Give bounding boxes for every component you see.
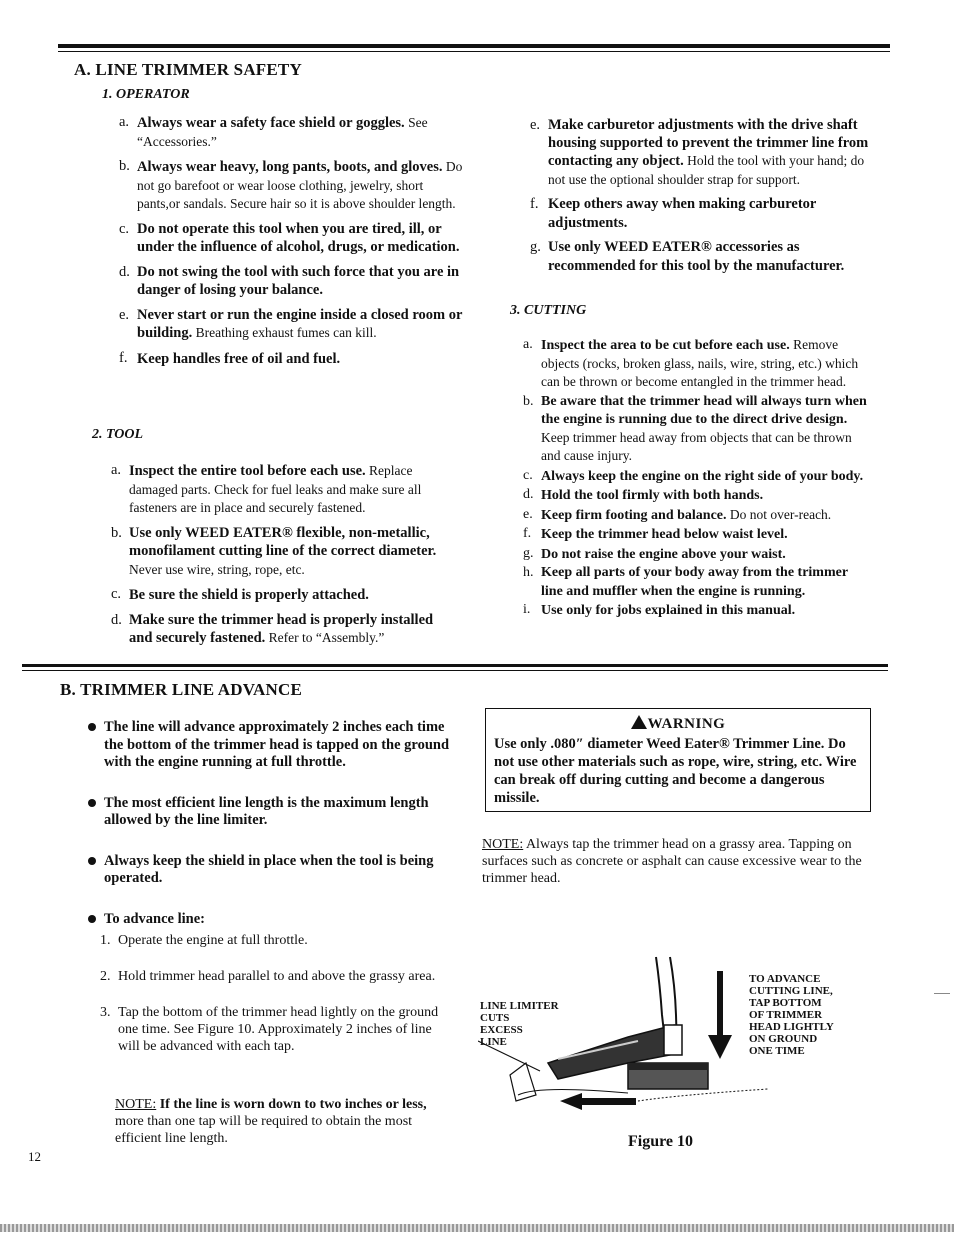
bullet-text: The line will advance approximately 2 inches each time the bottom of the trimmer head is tapped on the ground with the engine running at full throttle.: [104, 719, 450, 770]
figure-label-line: TO ADVANCE: [749, 973, 821, 985]
operator-heading: 1. OPERATOR: [102, 87, 190, 102]
bullet-text: The most efficient line length is the maximum length allowed by the line limiter.: [104, 794, 429, 828]
item-bold: Keep firm footing and balance.: [541, 507, 727, 523]
warning-box: [485, 708, 871, 812]
warning-title: [494, 715, 862, 733]
tool-list: [111, 462, 456, 655]
note-worn-line: [115, 1096, 450, 1147]
item-letter: c.: [111, 586, 122, 602]
list-item: [119, 220, 464, 257]
item-text: Keep trimmer head away from objects that can be thrown and cause injury.: [541, 429, 852, 463]
bullet-icon: [88, 857, 96, 865]
item-bold: Do not operate this tool when you are tired, ill, or under the influence of alcohol, drugs, or medication.: [137, 220, 460, 255]
list-item: [119, 306, 464, 343]
item-bold: Do not raise the engine above your waist.: [541, 546, 786, 562]
item-letter: i.: [523, 602, 531, 617]
list-item: [119, 263, 464, 300]
item-letter: d.: [111, 611, 122, 628]
bullet-icon: [88, 799, 96, 807]
item-letter: d.: [523, 487, 534, 502]
list-item: [523, 486, 871, 505]
step-text: Tap the bottom of the trimmer head lightly on the ground one time. See Figure 10. Approximately 2 inches of line will be advanced with each tap.: [118, 1005, 439, 1054]
item-bold: Always wear a safety face shield or goggles.: [137, 115, 405, 131]
item-text: Do not over-reach.: [726, 506, 832, 522]
item-letter: d.: [119, 263, 130, 280]
list-item: [530, 196, 870, 232]
item-bold: Always wear heavy, long pants, boots, and gloves.: [137, 159, 443, 175]
figure-label-line: HEAD LIGHTLY: [749, 1021, 834, 1033]
item-bold: Always keep the engine on the right side of your body.: [541, 468, 864, 484]
note-text: Always tap the trimmer head on a grassy area. Tapping on surfaces such as concrete or asphalt can cause excessive wear to the trimmer head.: [482, 837, 862, 886]
list-item: [119, 349, 464, 369]
engine-list: [530, 117, 870, 282]
item-letter: g.: [523, 545, 534, 561]
list-item: [523, 525, 871, 544]
list-item: [104, 719, 452, 772]
figure-label-limiter: [480, 1000, 559, 1048]
list-item: [523, 393, 871, 466]
step-text: Operate the engine at full throttle.: [118, 933, 308, 948]
item-text: Never use wire, string, rope, etc.: [129, 561, 305, 577]
item-bold: Inspect the area to be cut before each use.: [541, 338, 790, 353]
note-tapping: [482, 836, 872, 887]
item-letter: a.: [111, 462, 122, 478]
figure-label-line: ON GROUND: [749, 1033, 818, 1045]
item-bold: Keep others away when making carburetor adjustments.: [548, 196, 817, 231]
item-text: Replace damaged parts. Check for fuel leaks and make sure all fasteners are in place and securely fastened.: [129, 463, 422, 515]
advance-steps: [100, 932, 448, 1074]
step-number: 3.: [100, 1005, 111, 1020]
section-rule: [22, 664, 888, 667]
item-letter: f.: [530, 196, 539, 212]
warning-title-text: WARNING: [647, 716, 726, 732]
figure-label-line: CUTS: [480, 1012, 510, 1024]
item-letter: b.: [523, 393, 534, 409]
advance-bullets: [104, 719, 452, 951]
item-bold: Keep the trimmer head below waist level.: [541, 527, 788, 542]
item-bold: Be aware that the trimmer head will always turn when the engine is running due to the direct drive design.: [541, 393, 867, 427]
figure-label-line: ONE TIME: [749, 1045, 805, 1057]
figure-label-line: LINE LIMITER: [480, 1000, 559, 1012]
item-letter: a.: [523, 337, 533, 352]
item-text: Do not go barefoot or wear loose clothing, jewelry, short pants,or sandals. Secure hair so it is above shoulder length.: [137, 159, 463, 211]
bullet-icon: [88, 723, 96, 731]
item-text: See “Accessories.”: [137, 115, 428, 149]
list-item: [523, 564, 871, 600]
item-bold: Use only WEED EATER® flexible, non-metallic, monofilament cutting line of the correct diameter.: [129, 524, 437, 559]
bullet-text: Always keep the shield in place when the tool is being operated.: [104, 852, 434, 886]
item-letter: c.: [523, 467, 533, 483]
item-letter: b.: [119, 158, 130, 174]
item-bold: Hold the tool firmly with both hands.: [541, 488, 764, 503]
item-letter: g.: [530, 239, 541, 255]
item-bold: Keep handles free of oil and fuel.: [137, 350, 341, 367]
item-text: Refer to “Assembly.”: [265, 630, 385, 645]
item-letter: f.: [119, 349, 128, 366]
item-letter: f.: [523, 526, 532, 541]
item-letter: a.: [119, 114, 130, 130]
figure-label-line: OF TRIMMER: [749, 1009, 823, 1021]
warning-text: Use only .080″ diameter Weed Eater® Trimmer Line. Do not use other materials such as rope, wire, string, etc. Wire can break off during cutting and become a dangerous missile.: [494, 736, 857, 806]
cutting-list: [523, 336, 871, 621]
item-bold: Keep all parts of your body away from the trimmer line and muffler when the engine is running.: [541, 565, 848, 599]
step-text: Hold trimmer head parallel to and above the grassy area.: [118, 969, 436, 984]
figure-caption: Figure 10: [628, 1133, 694, 1150]
list-item: [530, 239, 870, 275]
item-text: Breathing exhaust fumes can kill.: [192, 325, 377, 340]
item-bold: Be sure the shield is properly attached.: [129, 587, 369, 603]
figure-label-advance: [749, 973, 834, 1057]
item-letter: b.: [111, 524, 122, 541]
item-bold: Use only WEED EATER® accessories as recommended for this tool by the manufacturer.: [548, 239, 845, 274]
edge-mark: [934, 993, 950, 994]
list-item: [111, 462, 456, 518]
bullet-text: To advance line:: [104, 910, 205, 927]
step-number: 2.: [100, 969, 111, 984]
list-item: [523, 336, 871, 392]
list-item: [100, 932, 448, 949]
figure-label-line: EXCESS: [480, 1024, 523, 1036]
item-text: Hold the tool with your hand; do not use the optional shoulder strap for support.: [548, 153, 865, 187]
item-bold: Use only for jobs explained in this manual.: [541, 603, 796, 618]
item-bold: Make carburetor adjustments with the drive shaft housing supported to prevent the trimmer line from contacting any object.: [548, 117, 869, 169]
list-item: [104, 795, 452, 830]
scan-edge: [0, 1224, 954, 1232]
item-letter: e.: [523, 506, 533, 522]
cutting-heading: 3. CUTTING: [510, 303, 587, 318]
item-text: Remove objects (rocks, broken glass, nails, wire, string, etc.) which can be thrown or become entangled in the trimmer head.: [541, 337, 859, 389]
item-bold: Make sure the trimmer head is properly installed and securely fastened.: [129, 611, 434, 646]
figure-label-line: CUTTING LINE,: [749, 985, 833, 997]
item-letter: e.: [530, 117, 541, 133]
list-item: [523, 601, 871, 620]
list-item: [530, 117, 870, 189]
bullet-icon: [88, 915, 96, 923]
list-item: [100, 1004, 448, 1055]
list-item: [523, 506, 871, 525]
warning-icon: [631, 715, 647, 729]
item-bold: Never start or run the engine inside a closed room or building.: [137, 306, 463, 341]
top-rule-thin: [58, 51, 890, 52]
item-letter: e.: [119, 306, 130, 323]
figure-label-line: TAP BOTTOM: [749, 997, 822, 1009]
item-letter: c.: [119, 220, 130, 237]
list-item: [523, 545, 871, 564]
list-item: [119, 114, 464, 151]
list-item: [100, 968, 448, 985]
top-rule: [58, 44, 890, 48]
section-a-title: A. LINE TRIMMER SAFETY: [74, 60, 302, 79]
section-rule-thin: [22, 670, 888, 671]
item-bold: Inspect the entire tool before each use.: [129, 463, 366, 479]
tool-heading: 2. TOOL: [92, 427, 144, 442]
step-number: 1.: [100, 933, 111, 948]
list-item: [111, 611, 456, 648]
list-item: [104, 853, 452, 888]
section-b-title: B. TRIMMER LINE ADVANCE: [60, 680, 303, 699]
item-bold: Do not swing the tool with such force that you are in danger of losing your balance.: [137, 263, 460, 298]
figure-label-line: LINE: [480, 1036, 507, 1048]
note-bold: If the line is worn down to two inches or less,: [156, 1097, 427, 1112]
item-letter: h.: [523, 565, 534, 580]
list-item: [119, 158, 464, 214]
list-item: [111, 586, 456, 605]
note-label: NOTE:: [482, 837, 524, 852]
note-label: NOTE:: [115, 1097, 157, 1112]
operator-list: [119, 114, 464, 375]
list-item: [104, 911, 452, 929]
page-number: 12: [28, 1149, 41, 1164]
note-text: more than one tap will be required to obtain the most efficient line length.: [115, 1114, 413, 1146]
list-item: [523, 467, 871, 486]
list-item: [111, 524, 456, 580]
